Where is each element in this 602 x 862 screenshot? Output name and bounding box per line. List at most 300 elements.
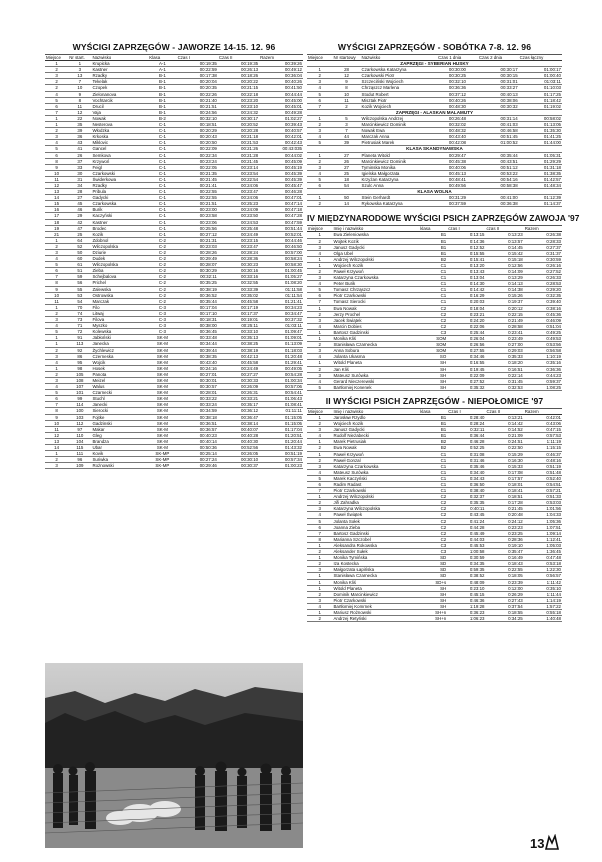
table-cell: 00:27:27	[218, 371, 259, 377]
table-cell: SK-M	[148, 377, 176, 383]
table-cell: 00:21:18	[218, 134, 259, 140]
table-cell: 0:43:45	[447, 512, 485, 518]
table-cell: Ewa Nowak	[333, 445, 420, 451]
table-cell: 54	[68, 298, 91, 304]
table-cell: C-2	[148, 262, 176, 268]
table-cell: 00:30:37	[218, 463, 259, 469]
table-cell: 0:16:30	[485, 457, 523, 463]
table-cell: 0:28:36	[485, 536, 523, 542]
table-cell: 00:41:03	[478, 122, 519, 128]
table-cell: 1	[45, 115, 68, 121]
table-cell: 00:41:00	[478, 195, 519, 201]
table-cell: 0:35:35	[447, 500, 485, 506]
table-cell: 0:45:53	[447, 542, 485, 548]
table-cell: 0:27:00	[485, 342, 523, 348]
table-cell: 1:11:44	[524, 591, 562, 597]
table-cell: 11	[68, 103, 91, 109]
table-cell: 00:19:01	[218, 317, 259, 323]
table-cell: C2	[419, 506, 447, 512]
table-cell: 2	[307, 421, 333, 427]
table-cell: 3	[307, 427, 333, 433]
table-cell: 4	[307, 323, 333, 329]
table-cell: 00:17:37	[218, 310, 259, 316]
table-cell: 0:23:39	[485, 579, 523, 585]
table-cell: SK-M	[148, 347, 176, 353]
table-cell: 4	[307, 603, 333, 609]
table-cell: 00:40:30	[218, 438, 259, 444]
table-row	[307, 616, 562, 622]
table-cell: 1:19:28	[447, 603, 485, 609]
table-cell: C-1	[148, 128, 176, 134]
table-cell: 0:27:37	[524, 244, 562, 250]
table-cell: 00:33:39	[218, 286, 259, 292]
table-cell: 0:14:52	[485, 427, 523, 433]
table-cell: 0:35:32	[447, 384, 485, 390]
table-cell: 1	[307, 262, 333, 268]
table-cell: Paweł Gonzal	[333, 457, 420, 463]
table-cell: 00:49:05	[259, 365, 303, 371]
table-cell: 00:25:56	[177, 225, 218, 231]
table-cell: Drucil	[91, 103, 148, 109]
table-cell: SK-M	[148, 438, 176, 444]
table-cell: Marek Kaczyński	[333, 475, 420, 481]
table-cell: 1:11:19	[524, 439, 562, 445]
table-cell: 30	[68, 170, 91, 176]
table-cell: 2	[45, 128, 68, 134]
sobotka-table	[307, 54, 562, 207]
table-cell: B-2	[148, 115, 176, 121]
table-cell: C2	[419, 500, 447, 506]
table-cell: Wilczopolska Andrzej	[361, 115, 438, 121]
table-cell: Stein Gerhardt	[361, 195, 438, 201]
table-cell: 3	[45, 353, 68, 359]
table-cell: 5	[45, 329, 68, 335]
table-cell: 11	[45, 176, 68, 182]
table-cell: 01:17:04	[259, 426, 303, 432]
table-cell: B-1	[148, 73, 176, 79]
table-cell: SK-M	[148, 353, 176, 359]
table-cell: 12	[333, 73, 361, 79]
table-cell: Krkoska	[91, 134, 148, 140]
table-cell: 01:17:25	[519, 91, 562, 97]
table-cell: Kozik Wojciech	[361, 103, 438, 109]
table-cell: 0:29:03	[485, 348, 523, 354]
table-cell: 00:27:12	[177, 231, 218, 237]
table-cell: 19	[45, 225, 68, 231]
table-cell: 33	[68, 164, 91, 170]
table-cell: 51	[68, 268, 91, 274]
table-cell: C1	[419, 488, 447, 494]
table-cell: 50	[333, 195, 361, 201]
table-cell: 5	[307, 91, 333, 97]
table-cell: 0:51:04	[524, 323, 562, 329]
table-cell: C-2	[148, 237, 176, 243]
table-cell: 14	[45, 195, 68, 201]
table-cell: 0:49:25	[524, 329, 562, 335]
table-cell: 6	[307, 182, 333, 188]
table-cell: Stuchl	[91, 396, 148, 402]
table-cell: 6	[45, 396, 68, 402]
table-cell: 00:17:04	[177, 304, 218, 310]
table-cell: 00:25:23	[218, 201, 259, 207]
table-cell: Anna Sobura	[333, 348, 420, 354]
table-cell: 2	[307, 122, 333, 128]
table-cell: 00:23:50	[218, 213, 259, 219]
table-cell: Marczak Anna	[361, 134, 438, 140]
table-cell: 01:00:52	[478, 140, 519, 146]
table-cell: 0:32:35	[524, 293, 562, 299]
table-cell: 2	[307, 500, 333, 506]
table-cell: 53	[68, 292, 91, 298]
table-cell: 6	[307, 97, 333, 103]
table-cell: 01:42:57	[519, 176, 562, 182]
table-cell: 00:23:20	[218, 97, 259, 103]
table-cell: 0:32:11	[447, 427, 485, 433]
table-cell: 112	[68, 420, 91, 426]
table-cell: 00:24:09	[218, 207, 259, 213]
table-cell: 1	[307, 115, 333, 121]
table-cell: 1	[307, 256, 333, 262]
table-cell: 1	[45, 341, 68, 347]
table-cell: 00:22:34	[177, 152, 218, 158]
table-cell: 12	[45, 432, 68, 438]
table-cell: 00:43:40	[437, 134, 478, 140]
table-cell: 0:26:29	[485, 591, 523, 597]
table-cell: 8	[45, 280, 68, 286]
table-cell: 4	[45, 323, 68, 329]
table-cell: C1	[419, 293, 447, 299]
table-cell: 01:00:40	[519, 73, 562, 79]
table-cell: 0:23:23	[485, 524, 523, 530]
table-cell: Wojcik	[91, 359, 148, 365]
table-cell: C-1	[148, 140, 176, 146]
table-cell: 00:30:32	[478, 103, 519, 109]
table-cell: 1	[68, 61, 91, 67]
table-cell: 0:34:25	[485, 616, 523, 622]
table-cell: Monika Tymińska	[333, 555, 420, 561]
table-cell: 0:36:50	[447, 482, 485, 488]
table-cell: Mateusz Surówka	[333, 372, 420, 378]
table-cell: 00:32:11	[177, 274, 218, 280]
table-cell: Jerzy Prochel	[333, 311, 420, 317]
table-cell: Czarkowski	[91, 170, 148, 176]
table-cell: 00:40:57	[259, 128, 303, 134]
table-cell: 0:14:36	[447, 238, 485, 244]
table-cell: 0:15:33	[485, 463, 523, 469]
table-cell: A-1	[148, 61, 176, 67]
table-cell: 00:45:39	[259, 170, 303, 176]
table-cell: 00:23:58	[177, 213, 218, 219]
table-cell: 00:33:24	[177, 402, 218, 408]
table-cell: Chrząszcz Marlena	[361, 85, 438, 91]
table-cell: A-1	[148, 67, 176, 73]
table-cell: 101	[68, 390, 91, 396]
table-cell: Piotr Czarkowski	[333, 488, 420, 494]
table-cell: 99	[68, 396, 91, 402]
column-header: klasa	[419, 226, 447, 232]
table-cell: 00:48:30	[437, 103, 478, 109]
table-cell: SK-MP	[148, 451, 176, 457]
table-cell: 0:34:46	[447, 354, 485, 360]
table-cell: C1	[419, 451, 447, 457]
table-cell: 0:35:10	[524, 585, 562, 591]
table-cell: 0:17:57	[485, 475, 523, 481]
table-cell: 0:27:52	[447, 378, 485, 384]
table-cell: Tomasz Chrząszcz	[333, 287, 420, 293]
table-cell: 00:49:12	[259, 67, 303, 73]
table-cell: 0:34:40	[447, 469, 485, 475]
table-cell: 104	[68, 438, 91, 444]
table-cell: 00:45:58	[218, 298, 259, 304]
table-cell: 0:13:04	[447, 275, 485, 281]
table-cell: 00:45:00	[259, 97, 303, 103]
table-cell: Iza Kostecka	[333, 561, 420, 567]
table-cell: 0:34:43	[447, 475, 485, 481]
table-cell: 0:24:12	[485, 518, 523, 524]
table-cell: 00:33:27	[478, 85, 519, 91]
table-cell: 00:21:28	[218, 152, 259, 158]
table-cell: Marcin Dobies	[333, 323, 420, 329]
table-cell: 00:42:01	[259, 134, 303, 140]
table-cell: 00:31:29	[437, 195, 478, 201]
table-cell: C-2	[148, 286, 176, 292]
table-cell: 11	[333, 97, 361, 103]
table-cell: 00:22:55	[177, 189, 218, 195]
table-cell: 00:27:24	[177, 457, 218, 463]
table-cell: 4	[307, 378, 333, 384]
table-cell: 46	[68, 207, 91, 213]
table-cell: 00:26:13	[218, 67, 259, 73]
table-cell: 01:29:29	[519, 158, 562, 164]
table-cell: 4	[307, 433, 333, 439]
table-cell: SH	[419, 591, 447, 597]
table-cell: 00:36:38	[478, 201, 519, 207]
table-cell: 3	[307, 164, 333, 170]
table-cell: 00:33:16	[218, 274, 259, 280]
table-cell: 00:57:34	[259, 457, 303, 463]
table-cell: SD	[419, 555, 447, 561]
table-cell: 01:13:09	[259, 341, 303, 347]
table-cell: 27	[333, 164, 361, 170]
table-cell: 00:28:26	[177, 250, 218, 256]
table-cell: 1	[307, 439, 333, 445]
table-cell: 00:36:36	[437, 85, 478, 91]
table-cell: Aleksander Sułek	[333, 549, 420, 555]
table-cell: 5	[333, 115, 361, 121]
table-cell: C1	[419, 269, 447, 275]
table-cell: SOM	[419, 348, 447, 354]
table-cell: 16	[45, 207, 68, 213]
table-cell: 0:45:49	[447, 530, 485, 536]
table-cell: 00:26:48	[437, 115, 478, 121]
table-cell: 0:14:30	[447, 281, 485, 287]
table-cell: 12	[45, 182, 68, 188]
table-cell: 1	[45, 304, 68, 310]
table-cell: 00:21:26	[218, 146, 259, 152]
table-cell: 00:48:32	[437, 128, 478, 134]
table-cell: 2	[307, 311, 333, 317]
table-cell: 0:18:05	[485, 573, 523, 579]
table-cell: Ostrowska	[91, 292, 148, 298]
table-cell: C2	[419, 536, 447, 542]
table-cell: 0:22:55	[485, 567, 523, 573]
table-cell: 00:47:14	[259, 201, 303, 207]
table-cell: 0:26:38	[524, 232, 562, 238]
table-cell: 01:05:31	[519, 152, 562, 158]
table-cell: Ewa Nowak	[333, 305, 420, 311]
table-cell: 0:14:42	[485, 421, 523, 427]
table-cell: 00:54:16	[478, 176, 519, 182]
table-cell: 0:28:24	[447, 421, 485, 427]
table-cell: Andrzej Wilczopolski	[333, 256, 420, 262]
table-cell: 00:34:23	[259, 304, 303, 310]
table-cell: 00:51:19	[259, 451, 303, 457]
table-cell: 98	[68, 365, 91, 371]
table-cell: 01:03:11	[259, 323, 303, 329]
table-cell: 00:26:31	[218, 390, 259, 396]
table-cell: 1	[307, 329, 333, 335]
table-cell: 0:13:15	[447, 232, 485, 238]
table-cell: 0:28:40	[447, 414, 485, 420]
table-cell: Kovik	[91, 451, 148, 457]
table-cell: 0:23:49	[485, 336, 523, 342]
table-cell: C1	[419, 299, 447, 305]
table-cell: Wojciech Kozik	[333, 421, 420, 427]
table-cell: 01:13:05	[519, 122, 562, 128]
table-cell: 3	[307, 244, 333, 250]
table-cell: 00:18:31	[177, 317, 218, 323]
table-cell: 00:21:45	[177, 176, 218, 182]
table-cell: SD+s	[419, 579, 447, 585]
table-cell: 01:29:41	[259, 359, 303, 365]
table-cell: 01:00:17	[519, 67, 562, 73]
table-cell: B-1	[148, 103, 176, 109]
table-cell: SK-MP	[148, 463, 176, 469]
table-cell: 0:15:41	[447, 256, 485, 262]
table-cell: 0:31:45	[485, 378, 523, 384]
table-cell: 1	[307, 494, 333, 500]
table-cell: 00:17:19	[218, 304, 259, 310]
table-cell: Peter Burik	[333, 281, 420, 287]
table-row	[45, 463, 303, 469]
table-cell: 0:51:48	[524, 469, 562, 475]
table-cell: 0:20:03	[447, 299, 485, 305]
table-cell: 4	[45, 359, 68, 365]
table-cell: Brodec	[91, 225, 148, 231]
table-cell: 00:22:54	[218, 176, 259, 182]
table-cell: 00:57:00	[259, 250, 303, 256]
table-cell: 25	[68, 231, 91, 237]
table-cell: 0:35:16	[524, 360, 562, 366]
table-cell: 64	[68, 237, 91, 243]
column-header: Razem	[259, 55, 303, 61]
table-cell: 0:22:09	[447, 372, 485, 378]
table-cell: 1	[45, 122, 68, 128]
table-cell: B1	[419, 414, 447, 420]
table-cell: Szulc Anna	[361, 182, 438, 188]
table-cell: 01:00:34	[259, 377, 303, 383]
table-cell: 8	[45, 158, 68, 164]
table-cell: 1	[307, 573, 333, 579]
table-cell: 00:53:22	[478, 170, 519, 176]
table-cell: 2	[307, 238, 333, 244]
table-cell: Joanna Zieba	[333, 524, 420, 530]
table-cell: 1	[307, 585, 333, 591]
table-cell: Zalewska	[91, 286, 148, 292]
table-cell: 01:14:37	[519, 201, 562, 207]
table-cell: 0:38:52	[447, 573, 485, 579]
table-cell: Włodzka	[91, 128, 148, 134]
sobotka-title: WYŚCIGI ZAPRZĘGÓW - SOBÓTKA 7-8. 12. 96	[337, 42, 532, 52]
table-cell: 0:13:20	[447, 262, 485, 268]
column-header: klasa	[419, 408, 447, 414]
table-cell: 1	[307, 305, 333, 311]
table-cell: 25	[333, 170, 361, 176]
table-cell: 00:25:48	[218, 225, 259, 231]
table-cell: 6	[307, 293, 333, 299]
table-cell: 00:30:01	[177, 377, 218, 383]
table-cell: SH+n	[419, 609, 447, 615]
table-cell: 00:31:01	[478, 79, 519, 85]
table-cell: 0:18:41	[485, 488, 523, 494]
column-header: Czas 2 dnia	[478, 55, 519, 61]
table-cell: 01:09:47	[259, 329, 303, 335]
table-cell: 00:33:21	[218, 396, 259, 402]
table-cell: C2	[419, 305, 447, 311]
table-cell: 01:11:54	[259, 292, 303, 298]
table-cell: 0:52:40	[524, 475, 562, 481]
table-cell: 2	[45, 457, 68, 463]
table-cell: 00:23:47	[218, 243, 259, 249]
table-cell: 01:08:20	[259, 280, 303, 286]
table-cell: 0:13:23	[485, 232, 523, 238]
table-cell: Wojtek Kozik	[333, 238, 420, 244]
table-cell: 00:36:57	[177, 426, 218, 432]
table-cell: 00:21:53	[218, 140, 259, 146]
table-cell: C3	[419, 542, 447, 548]
table-cell: 00:47:28	[259, 213, 303, 219]
table-cell: 00:35:44	[478, 152, 519, 158]
table-cell: 37	[68, 158, 91, 164]
table-cell: 2	[307, 561, 333, 567]
table-cell: 0:42:01	[524, 414, 562, 420]
table-cell: 71	[68, 323, 91, 329]
table-cell: 0:28:58	[485, 323, 523, 329]
table-cell: 0:16:49	[485, 555, 523, 561]
table-cell: C2	[419, 494, 447, 500]
table-cell: 0:45:15	[447, 591, 485, 597]
table-cell: 00:44:44	[259, 91, 303, 97]
table-cell: 00:45:19	[259, 164, 303, 170]
table-cell: C1	[419, 281, 447, 287]
table-cell: 1:04:33	[524, 512, 562, 518]
table-cell: C-1	[148, 158, 176, 164]
table-cell: 0:13:57	[485, 238, 523, 244]
table-cell: Witold Planeta	[333, 360, 420, 366]
table-cell: C2	[419, 317, 447, 323]
table-cell: 54	[333, 182, 361, 188]
table-cell: 113	[68, 341, 91, 347]
table-cell: C-2	[148, 274, 176, 280]
table-cell: 00:23:15	[218, 237, 259, 243]
table-cell: 00:29:46	[177, 463, 218, 469]
table-cell: 2	[307, 158, 333, 164]
table-cell: SH	[419, 366, 447, 372]
table-cell: C-2	[148, 243, 176, 249]
table-cell: C-1	[148, 201, 176, 207]
table-cell: SH	[419, 603, 447, 609]
table-cell: 00:40:13	[478, 91, 519, 97]
